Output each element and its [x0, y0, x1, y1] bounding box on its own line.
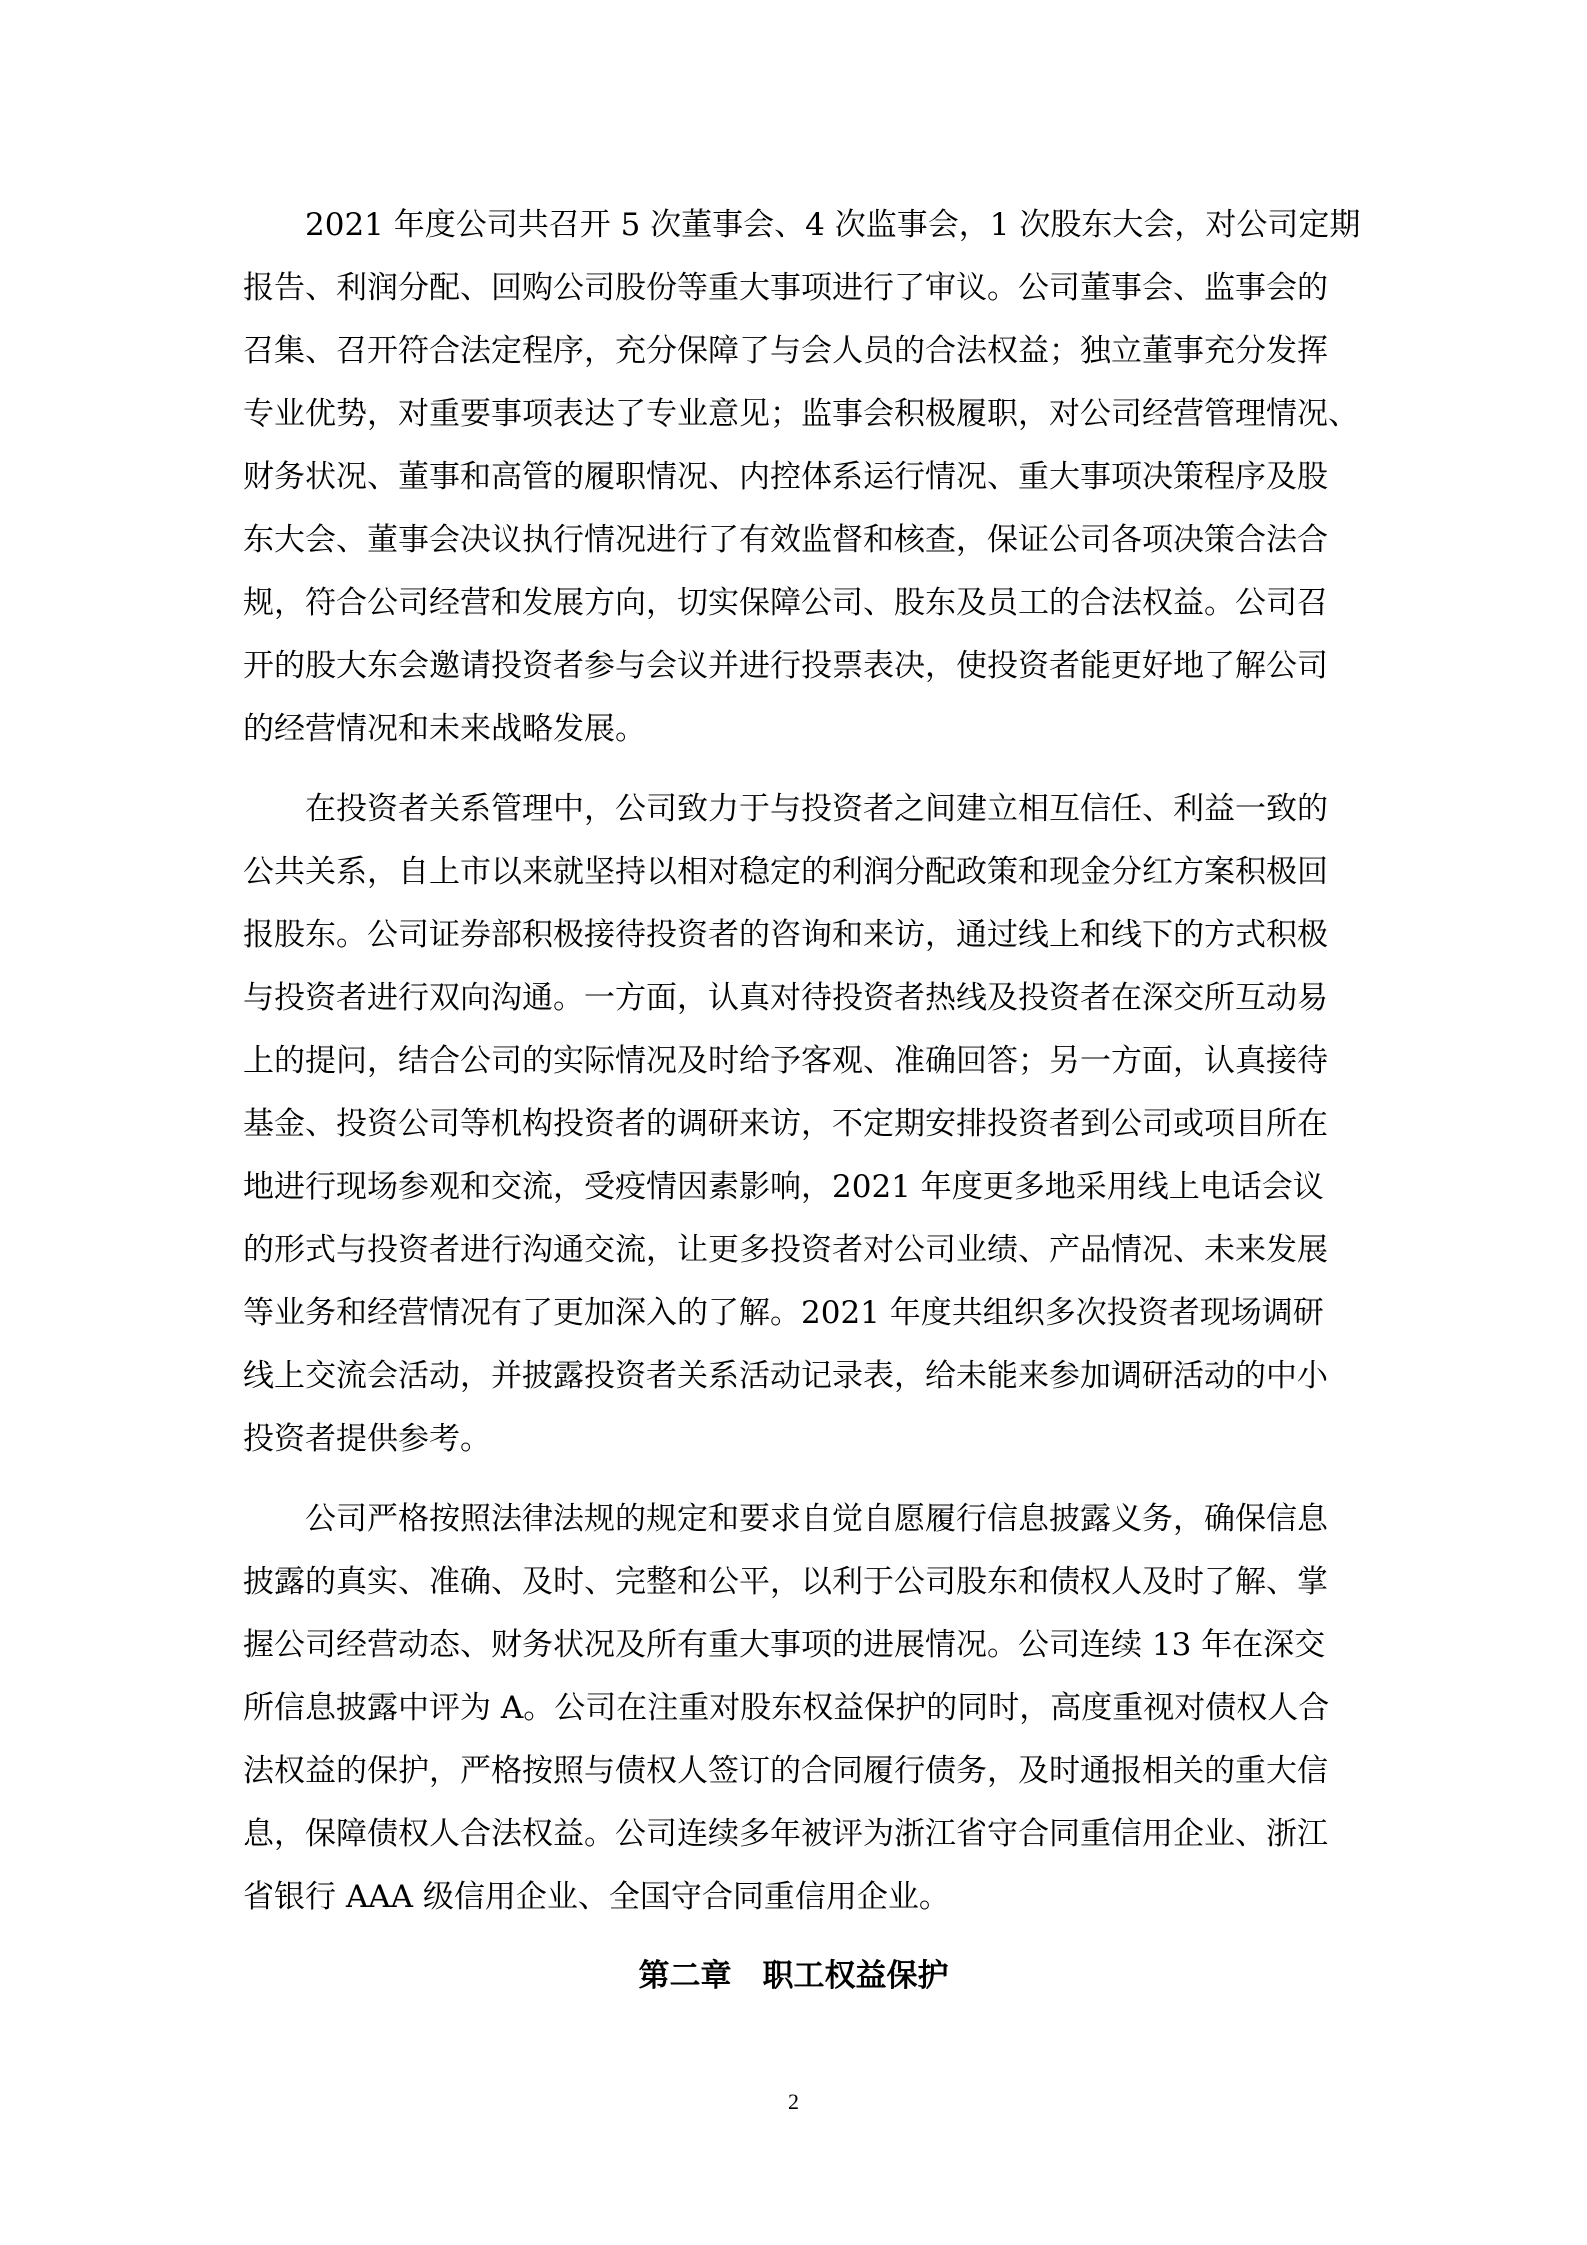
- paragraph-2-line-9: 等业务和经营情况有了更加深入的了解。2021 年度共组织多次投资者现场调研: [243, 1295, 1324, 1331]
- paragraph-3-line-6: 息，保障债权人合法权益。公司连续多年被评为浙江省守合同重信用企业、浙江: [243, 1816, 1328, 1852]
- paragraph-1-line-9: 的经营情况和未来战略发展。: [243, 711, 646, 747]
- paragraph-2-line-4: 与投资者进行双向沟通。一方面，认真对待投资者热线及投资者在深交所互动易: [243, 980, 1328, 1016]
- paragraph-2-line-5: 上的提问，结合公司的实际情况及时给予客观、准确回答；另一方面，认真接待: [243, 1043, 1328, 1079]
- paragraph-3-line-7: 省银行 AAA 级信用企业、全国守合同重信用企业。: [243, 1879, 950, 1915]
- paragraph-2-line-11: 投资者提供参考。: [243, 1421, 491, 1457]
- paragraph-1-line-3: 召集、召开符合法定程序，充分保障了与会人员的合法权益；独立董事充分发挥: [243, 333, 1328, 369]
- paragraph-3-line-2: 披露的真实、准确、及时、完整和公平，以利于公司股东和债权人及时了解、掌: [243, 1564, 1328, 1600]
- paragraph-2-line-10: 线上交流会活动，并披露投资者关系活动记录表，给未能来参加调研活动的中小: [243, 1358, 1328, 1394]
- paragraph-1-line-8: 开的股大东会邀请投资者参与会议并进行投票表决，使投资者能更好地了解公司: [243, 648, 1328, 684]
- paragraph-2-line-1: 在投资者关系管理中，公司致力于与投资者之间建立相互信任、利益一致的: [305, 791, 1328, 827]
- paragraph-2-line-6: 基金、投资公司等机构投资者的调研来访，不定期安排投资者到公司或项目所在: [243, 1106, 1328, 1142]
- paragraph-2-line-7: 地进行现场参观和交流，受疫情因素影响，2021 年度更多地采用线上电话会议: [243, 1169, 1324, 1205]
- paragraph-3-line-3: 握公司经营动态、财务状况及所有重大事项的进展情况。公司连续 13 年在深交: [243, 1627, 1326, 1663]
- paragraph-1-line-2: 报告、利润分配、回购公司股份等重大事项进行了审议。公司董事会、监事会的: [243, 270, 1328, 306]
- paragraph-3-line-5: 法权益的保护，严格按照与债权人签订的合同履行债务，及时通报相关的重大信: [243, 1753, 1328, 1789]
- paragraph-2-line-8: 的形式与投资者进行沟通交流，让更多投资者对公司业绩、产品情况、未来发展: [243, 1232, 1328, 1268]
- paragraph-3-line-1: 公司严格按照法律法规的规定和要求自觉自愿履行信息披露义务，确保信息: [305, 1501, 1328, 1537]
- paragraph-1-line-1: 2021 年度公司共召开 5 次董事会、4 次监事会，1 次股东大会，对公司定期: [305, 207, 1361, 243]
- page-number: 2: [788, 2089, 799, 2114]
- paragraph-1-line-4: 专业优势，对重要事项表达了专业意见；监事会积极履职，对公司经营管理情况、: [243, 396, 1359, 432]
- paragraph-2-line-3: 报股东。公司证券部积极接待投资者的咨询和来访，通过线上和线下的方式积极: [243, 917, 1328, 953]
- paragraph-1-line-5: 财务状况、董事和高管的履职情况、内控体系运行情况、重大事项决策程序及股: [243, 459, 1328, 495]
- paragraph-3-line-4: 所信息披露中评为 A。公司在注重对股东权益保护的同时，高度重视对债权人合: [243, 1690, 1330, 1726]
- paragraph-2-line-2: 公共关系，自上市以来就坚持以相对稳定的利润分配政策和现金分红方案积极回: [243, 854, 1328, 890]
- paragraph-1-line-6: 东大会、董事会决议执行情况进行了有效监督和核查，保证公司各项决策合法合: [243, 522, 1328, 558]
- paragraph-1-line-7: 规，符合公司经营和发展方向，切实保障公司、股东及员工的合法权益。公司召: [243, 585, 1328, 621]
- chapter-heading: 第二章 职工权益保护: [638, 1958, 949, 1994]
